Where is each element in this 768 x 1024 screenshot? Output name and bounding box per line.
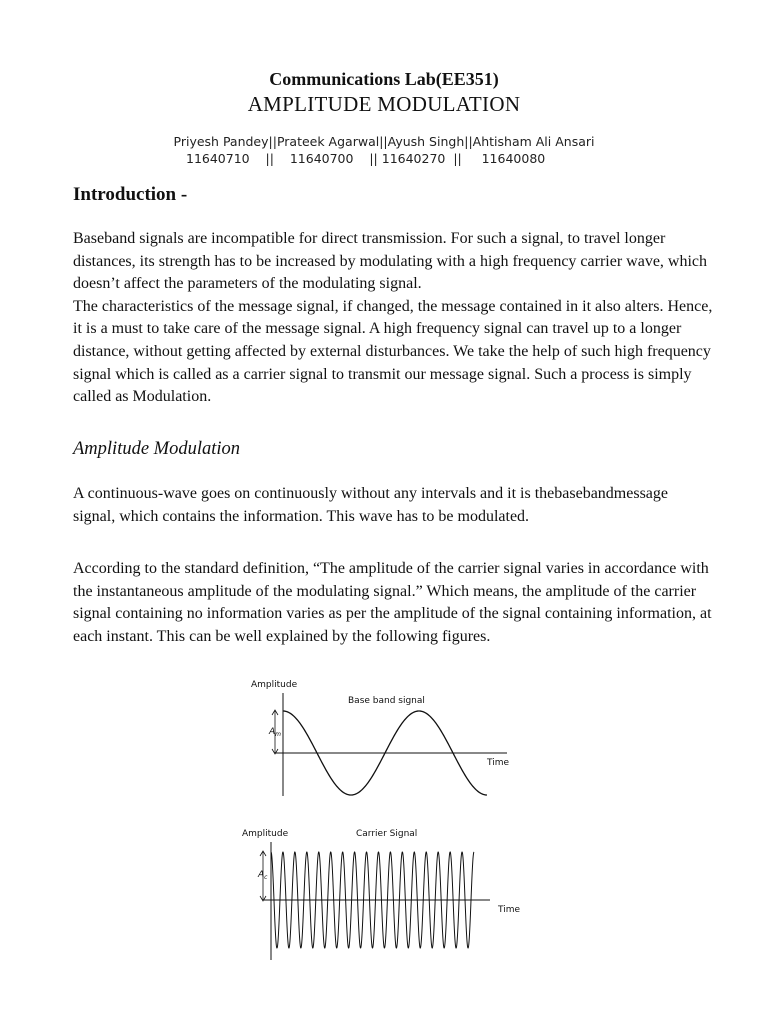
- carrier-title: Carrier Signal: [356, 829, 418, 839]
- author-names: Priyesh Pandey||Prateek Agarwal||Ayush Singh||Ahtisham Ali Ansari: [173, 134, 595, 149]
- baseband-y-label: Amplitude: [251, 680, 298, 690]
- carrier-amplitude-label: $A_c$: [258, 870, 268, 881]
- introduction-paragraph-2: The characteristics of the message signal, if changed, the message contained in it also alters. Hence, it is a must to take care of the message signal. A high frequency signal can travel up to a longer distance, without getting affected by external disturbances. We take the help of such high frequency signal which is called as a carrier signal to transmit our message signal. Such a process is simply called as Modulation.: [73, 297, 713, 406]
- baseband-signal-figure: [245, 676, 525, 801]
- course-title: Communications Lab(EE351): [269, 69, 499, 89]
- carrier-signal-figure: [238, 824, 528, 964]
- amplitude-modulation-heading: Amplitude Modulation: [73, 439, 240, 459]
- continuous-wave-paragraph: A continuous-wave goes on continuously without any intervals and it is thebasebandmessage signal, which contains the information. This wave has to be modulated.: [73, 485, 668, 525]
- document-title: AMPLITUDE MODULATION: [247, 92, 521, 116]
- carrier-x-label: Time: [498, 905, 521, 915]
- introduction-paragraph-1: Baseband signals are incompatible for direct transmission. For such a signal, to travel longer distances, its strength has to be increased by modulating with a high frequency carrier wave, which doesn’t affect the parameters of the modulating signal.: [73, 230, 708, 293]
- author-ids: 11640710 || 11640700 || 11640270 || 11640080: [186, 151, 546, 166]
- carrier-y-label: Amplitude: [242, 829, 289, 839]
- definition-paragraph: According to the standard definition, “The amplitude of the carrier signal varies in accordance with the instantaneous amplitude of the modulating signal.” Which means, the amplitude of the carrier signal containing no information varies as per the amplitude of the signal containing information, at each instant. This can be well explained by the following figures.: [73, 560, 712, 645]
- baseband-x-label: Time: [487, 758, 510, 768]
- introduction-heading: Introduction -: [73, 184, 188, 205]
- baseband-amplitude-label: $A_m$: [269, 727, 282, 738]
- baseband-title: Base band signal: [348, 696, 425, 706]
- introduction-body: [73, 228, 713, 409]
